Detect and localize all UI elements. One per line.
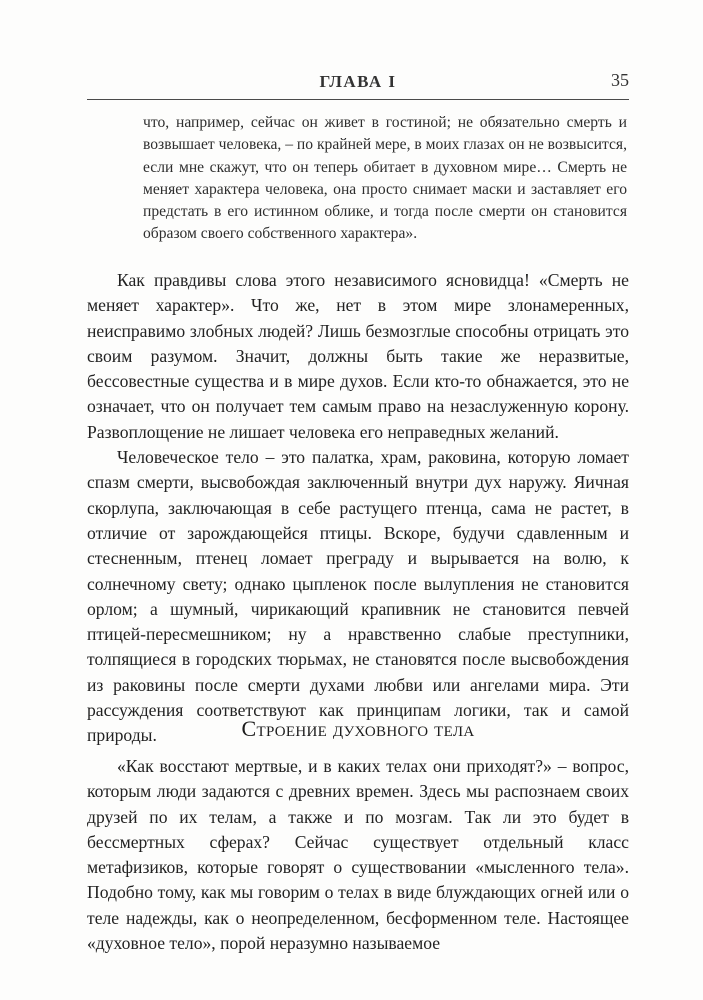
section-body-text <box>87 754 629 956</box>
paragraph: «Как восстают мертвые, и в каких телах они приходят?» – вопрос, которым люди задаются с древних времен. Здесь мы распознаем своих друзей по их телам, а также и по мозгам. Так ли это будет в бессмертных сферах? Сейчас существует отдельный класс метафизиков, которые говорят о существовании «мысленного тела». Подобно тому, как мы говорим о телах в виде блуждающих огней или о теле надежды, как о неопределенном, бесформенном теле. Настоящее «духовное тело», порой неразумно называемое <box>87 756 629 954</box>
block-quote: что, например, сейчас он живет в гостиной; не обязательно смерть и возвышает человека, – по крайней мере, в моих глазах он не возвысится, если мне скажут, что он теперь обитает в духовном мире… Смерть не меняет характера человека, она просто снимает маски и заставляет его предстать в его истинном облике, и тогда после смерти он становится образом своего собственного характера». <box>143 114 627 243</box>
body-text <box>87 268 629 749</box>
section-heading: Строение духовного тела <box>241 716 475 741</box>
paragraph: Человеческое тело – это палатка, храм, раковина, которую ломает спазм смерти, высвобождая заключенный внутри дух наружу. Яичная скорлупа, заключающая в себе растущего птенца, сама не растет, в отличие от зарождающейся птицы. Вскоре, будучи сдавленным и стесненным, птенец ломает преграду и вырывается на волю, к солнечному свету; однако цыпленок после вылупления не становится орлом; а шумный, чирикающий крапивник не становится певчей птицей-пересмешником; ну а нравственно слабые преступники, толпящиеся в городских тюрьмах, не становятся после высвобождения из раковины после смерти духами любви или ангелами мира. Эти рассуждения соответствуют как принципам логики, так и самой природы. <box>87 447 629 746</box>
chapter-title: ГЛАВА I <box>319 72 397 91</box>
header-divider <box>87 99 629 100</box>
page-number: 35 <box>611 70 629 90</box>
running-header <box>87 66 629 96</box>
paragraph: Как правдивы слова этого независимого ясновидца! «Смерть не меняет характер». Что же, нет в этом мире злонамеренных, неисправимо злобных людей? Лишь безмозглые способны отрицать это своим разумом. Значит, должны быть такие же неразвитые, бессовестные существа и в мире духов. Если кто-то обнажается, это не означает, что он получает тем самым право на незаслуженную корону. Развоплощение не лишает человека его неправедных желаний. <box>87 270 629 442</box>
